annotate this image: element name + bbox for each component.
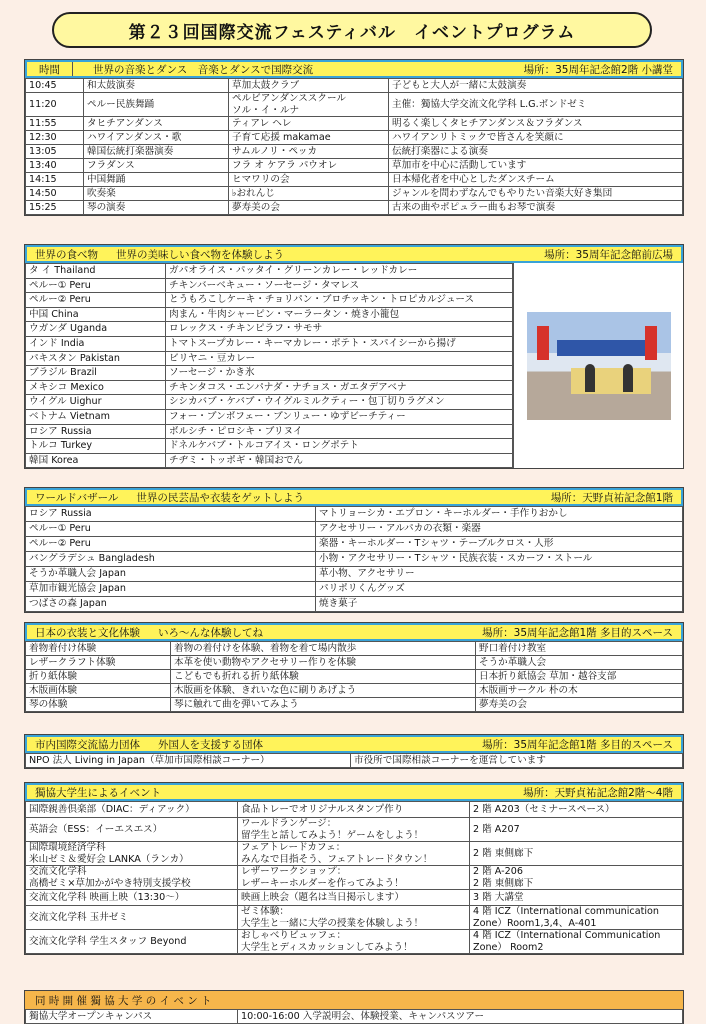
food-stall-photo bbox=[513, 263, 683, 468]
table-cell: ソーセージ・かき氷 bbox=[166, 366, 513, 381]
food-header bbox=[25, 245, 683, 263]
table-cell: 15:25 bbox=[26, 201, 84, 215]
table-row bbox=[26, 597, 683, 612]
table-row bbox=[26, 307, 513, 322]
table-cell: ♭おれんじ bbox=[229, 187, 389, 201]
bazaar-header bbox=[25, 488, 683, 506]
table-cell: 国際環境経済学科 米山ゼミ＆愛好会 LANKA（ランカ） bbox=[26, 842, 238, 866]
table-cell: 和太鼓演奏 bbox=[84, 79, 229, 93]
students-header bbox=[25, 783, 683, 801]
table-cell: 2 階 A207 bbox=[470, 818, 683, 842]
table-cell: とうもろこしケーキ・チョリパン・ブロチッキン・トロピカルジュース bbox=[166, 293, 513, 308]
table-cell: インド India bbox=[26, 336, 166, 351]
table-cell: 交流文化学科 高橋ゼミ×草加かがやき特別支援学校 bbox=[26, 866, 238, 890]
table-cell: 4 階 ICZ（International Communication Zone） Room2 bbox=[470, 930, 683, 954]
table-cell: 英語会（ESS：イーエスエス） bbox=[26, 818, 238, 842]
table-cell: トルコ Turkey bbox=[26, 439, 166, 454]
table-cell: 伝統打楽器による演奏 bbox=[389, 145, 683, 159]
table-row bbox=[26, 890, 683, 906]
food-place: 場所：35周年記念館前広場 bbox=[544, 248, 673, 261]
table-cell: トマトスープカレー・キーマカレー・ポテト・スパイシーから揚げ bbox=[166, 336, 513, 351]
support-place: 場所：35周年記念館1階 多目的スペース bbox=[482, 738, 673, 751]
table-cell: 木版画を体験、きれいな色に刷りあげよう bbox=[171, 684, 476, 698]
table-cell: フェアトレードカフェ： みんなで目指そう、フェアトレードタウン！ bbox=[238, 842, 470, 866]
table-cell: レザークラフト体験 bbox=[26, 656, 171, 670]
table-cell: パキスタン Pakistan bbox=[26, 351, 166, 366]
table-row bbox=[26, 336, 513, 351]
table-cell: こどもでも折れる折り紙体験 bbox=[171, 670, 476, 684]
table-cell: 国際親善倶楽部（DIAC：ディアック） bbox=[26, 802, 238, 818]
music-title: 世界の音楽とダンス 音楽とダンスで国際交流 bbox=[93, 63, 314, 76]
table-cell: 市役所で国際相談コーナーを運営しています bbox=[351, 754, 683, 768]
table-cell: 肉まん・牛肉シャーピン・マーラータン・焼き小籠包 bbox=[166, 307, 513, 322]
table-cell: ペルビアンダンススクール ソル・イ・ルナ bbox=[229, 93, 389, 117]
table-cell: 野口着付け教室 bbox=[476, 642, 683, 656]
table-row bbox=[26, 537, 683, 552]
table-cell: 主催：獨協大学交流文化学科 L.G.ボンドゼミ bbox=[389, 93, 683, 117]
table-cell: 交流文化学科 学生スタッフ Beyond bbox=[26, 930, 238, 954]
bazaar-title: ワールドバザール bbox=[35, 491, 119, 504]
table-cell: ペルー② Peru bbox=[26, 293, 166, 308]
support-title: 市内国際交流協力団体 bbox=[35, 738, 140, 751]
table-cell: チヂミ・トッポギ・韓国おでん bbox=[166, 453, 513, 468]
support-header bbox=[25, 735, 683, 753]
table-cell: 14:15 bbox=[26, 173, 84, 187]
table-cell: 子育て応援 makamae bbox=[229, 131, 389, 145]
table-cell: ベトナム Vietnam bbox=[26, 409, 166, 424]
bazaar-section bbox=[24, 487, 684, 613]
concurrent-table bbox=[25, 1009, 683, 1024]
table-row bbox=[26, 656, 683, 670]
table-cell: 12:30 bbox=[26, 131, 84, 145]
table-row bbox=[26, 507, 683, 522]
music-section bbox=[24, 59, 684, 216]
table-cell: ハワイアンダンス・歌 bbox=[84, 131, 229, 145]
table-cell: ペルー② Peru bbox=[26, 537, 316, 552]
table-cell: 4 階 ICZ（International communication Zone）Room1,3,4、A-401 bbox=[470, 906, 683, 930]
music-place: 場所：35周年記念館2階 小講堂 bbox=[523, 63, 673, 76]
food-section bbox=[24, 244, 684, 469]
table-row bbox=[26, 802, 683, 818]
table-cell: 13:40 bbox=[26, 159, 84, 173]
table-cell: ブラジル Brazil bbox=[26, 366, 166, 381]
bazaar-table bbox=[25, 506, 683, 612]
table-cell: 明るく楽しくタヒチアンダンス＆フラダンス bbox=[389, 117, 683, 131]
table-cell: 夢寿美の会 bbox=[229, 201, 389, 215]
table-row bbox=[26, 818, 683, 842]
table-cell: ロシア Russia bbox=[26, 424, 166, 439]
culture-header bbox=[25, 623, 683, 641]
table-cell: 子どもと大人が一緒に太鼓演奏 bbox=[389, 79, 683, 93]
table-cell: おしゃべりビュッフェ： 大学生とディスカッションしてみよう！ bbox=[238, 930, 470, 954]
table-cell: 着物着付け体験 bbox=[26, 642, 171, 656]
table-cell: マトリョーシカ・エプロン・キーホルダー・手作りおかし bbox=[316, 507, 683, 522]
table-row bbox=[26, 424, 513, 439]
table-row bbox=[26, 684, 683, 698]
table-cell: 食品トレーでオリジナルスタンプ作り bbox=[238, 802, 470, 818]
table-cell: 折り紙体験 bbox=[26, 670, 171, 684]
table-cell: フラダンス bbox=[84, 159, 229, 173]
table-cell: ペルー① Peru bbox=[26, 522, 316, 537]
table-cell: 13:05 bbox=[26, 145, 84, 159]
table-cell: 吹奏楽 bbox=[84, 187, 229, 201]
concurrent-title: 同 時 開 催 獨 協 大 学 の イ ベ ン ト bbox=[35, 994, 212, 1007]
culture-place: 場所：35周年記念館1階 多目的スペース bbox=[482, 626, 673, 639]
time-header: 時間 bbox=[27, 62, 73, 77]
table-row bbox=[26, 698, 683, 712]
table-cell: 本革を使い動物やアクセサリー作りを体験 bbox=[171, 656, 476, 670]
table-cell: ティアレ ヘレ bbox=[229, 117, 389, 131]
table-cell: 韓国伝統打楽器演奏 bbox=[84, 145, 229, 159]
table-row bbox=[26, 322, 513, 337]
concurrent-section bbox=[24, 990, 684, 1024]
table-cell: 古来の曲やポピュラー曲もお琴で演奏 bbox=[389, 201, 683, 215]
table-row bbox=[26, 567, 683, 582]
students-table bbox=[25, 801, 683, 954]
table-cell: ドネルケバブ・トルコアイス・ロングポテト bbox=[166, 439, 513, 454]
table-cell: アクセサリー・アルパカの衣類・楽器 bbox=[316, 522, 683, 537]
students-place: 場所：天野貞祐記念館2階～4階 bbox=[523, 786, 673, 799]
table-cell: チキンタコス・エンパナダ・ナチョス・ガエタデアベナ bbox=[166, 380, 513, 395]
table-row bbox=[26, 79, 683, 93]
table-cell: メキシコ Mexico bbox=[26, 380, 166, 395]
support-section bbox=[24, 734, 684, 769]
music-table bbox=[25, 78, 683, 215]
bazaar-place: 場所：天野貞祐記念館1階 bbox=[550, 491, 673, 504]
table-cell: ペルー① Peru bbox=[26, 278, 166, 293]
table-row bbox=[26, 201, 683, 215]
table-row bbox=[26, 670, 683, 684]
table-row bbox=[26, 117, 683, 131]
support-table bbox=[25, 753, 683, 768]
table-cell: ウイグル Uighur bbox=[26, 395, 166, 410]
table-row bbox=[26, 366, 513, 381]
table-cell: 11:20 bbox=[26, 93, 84, 117]
table-cell: ワールドランゲージ： 留学生と話してみよう！ゲームをしよう！ bbox=[238, 818, 470, 842]
table-cell: 2 階 A203（セミナースペース） bbox=[470, 802, 683, 818]
table-cell: フォー・ブンボフェー・ブンリュー・ゆずビーチティー bbox=[166, 409, 513, 424]
table-cell: ゼミ体験： 大学生と一緒に大学の授業を体験しよう！ bbox=[238, 906, 470, 930]
table-cell: 木版画体験 bbox=[26, 684, 171, 698]
concurrent-header bbox=[25, 991, 683, 1009]
table-row bbox=[26, 380, 513, 395]
table-cell: 10:45 bbox=[26, 79, 84, 93]
table-cell: 10:00-16:00 入学説明会、体験授業、キャンパスツアー bbox=[238, 1010, 683, 1024]
students-title: 獨協大学生によるイベント bbox=[35, 786, 161, 799]
table-cell: 琴に触れて曲を弾いてみよう bbox=[171, 698, 476, 712]
table-cell: 中国舞踊 bbox=[84, 173, 229, 187]
table-cell: そうか革職人会 Japan bbox=[26, 567, 316, 582]
table-cell: レザーワークショップ： レザーキーホルダーを作ってみよう！ bbox=[238, 866, 470, 890]
table-cell: 2 階 A-206 2 階 東側廊下 bbox=[470, 866, 683, 890]
table-row bbox=[26, 582, 683, 597]
table-cell: ペルー民族舞踊 bbox=[84, 93, 229, 117]
culture-title: 日本の衣装と文化体験 bbox=[35, 626, 140, 639]
table-row bbox=[26, 409, 513, 424]
table-cell: 2 階 東側廊下 bbox=[470, 842, 683, 866]
table-row bbox=[26, 642, 683, 656]
bazaar-subtitle: 世界の民芸品や衣装をゲットしよう bbox=[136, 491, 304, 504]
table-row bbox=[26, 453, 513, 468]
table-cell: 夢寿美の会 bbox=[476, 698, 683, 712]
table-row bbox=[26, 264, 513, 279]
table-row bbox=[26, 293, 513, 308]
table-row bbox=[26, 93, 683, 117]
table-cell: つばさの森 Japan bbox=[26, 597, 316, 612]
table-cell: 焼き菓子 bbox=[316, 597, 683, 612]
students-section bbox=[24, 782, 684, 955]
table-cell: 交流文化学科 玉井ゼミ bbox=[26, 906, 238, 930]
table-cell: 小物・アクセサリー・Tシャツ・民族衣装・スカーフ・ストール bbox=[316, 552, 683, 567]
table-cell: ロレックス・チキンピラフ・サモサ bbox=[166, 322, 513, 337]
table-row bbox=[26, 187, 683, 201]
table-row bbox=[26, 866, 683, 890]
food-subtitle: 世界の美味しい食べ物を体験しよう bbox=[116, 248, 284, 261]
culture-subtitle: いろ～んな体験してね bbox=[158, 626, 263, 639]
support-subtitle: 外国人を支援する団体 bbox=[158, 738, 263, 751]
table-cell: 日本帰化者を中心としたダンスチーム bbox=[389, 173, 683, 187]
table-cell: ビリヤニ・豆カレー bbox=[166, 351, 513, 366]
table-cell: 獨協大学オープンキャンパス bbox=[26, 1010, 238, 1024]
table-row bbox=[26, 906, 683, 930]
table-row bbox=[26, 145, 683, 159]
table-cell: 琴の演奏 bbox=[84, 201, 229, 215]
table-cell: 革小物、アクセサリー bbox=[316, 567, 683, 582]
table-cell: 着物の着付けを体験、着物を着て場内散歩 bbox=[171, 642, 476, 656]
food-title: 世界の食べ物 bbox=[35, 248, 98, 261]
table-cell: 日本折り紙協会 草加・越谷支部 bbox=[476, 670, 683, 684]
table-cell: ガパオライス・パッタイ・グリーンカレー・レッドカレー bbox=[166, 264, 513, 279]
table-row bbox=[26, 395, 513, 410]
table-cell: ウガンダ Uganda bbox=[26, 322, 166, 337]
page-title: 第２３回国際交流フェスティバル イベントプログラム bbox=[52, 12, 652, 48]
table-row bbox=[26, 173, 683, 187]
table-row bbox=[26, 439, 513, 454]
culture-section bbox=[24, 622, 684, 713]
table-cell: 3 階 大講堂 bbox=[470, 890, 683, 906]
table-row bbox=[26, 522, 683, 537]
table-row bbox=[26, 1010, 683, 1024]
table-row bbox=[26, 552, 683, 567]
table-row bbox=[26, 159, 683, 173]
table-cell: 11:55 bbox=[26, 117, 84, 131]
table-cell: タ イ Thailand bbox=[26, 264, 166, 279]
table-cell: タヒチアンダンス bbox=[84, 117, 229, 131]
table-cell: 14:50 bbox=[26, 187, 84, 201]
table-cell: シシカバブ・ケバブ・ウイグルミルクティー・包丁切りラグメン bbox=[166, 395, 513, 410]
table-cell: バングラデシュ Bangladesh bbox=[26, 552, 316, 567]
table-row bbox=[26, 754, 683, 768]
music-header bbox=[25, 60, 683, 78]
table-cell: パリポリくんグッズ bbox=[316, 582, 683, 597]
table-row bbox=[26, 131, 683, 145]
table-cell: ジャンルを問わずなんでもやりたい音楽大好き集団 bbox=[389, 187, 683, 201]
table-cell: サムルノリ・ペッカ bbox=[229, 145, 389, 159]
table-row bbox=[26, 842, 683, 866]
table-cell: 琴の体験 bbox=[26, 698, 171, 712]
culture-table bbox=[25, 641, 683, 712]
table-cell: 楽器・キーホルダー・Tシャツ・テーブルクロス・人形 bbox=[316, 537, 683, 552]
table-cell: ヒマワリの会 bbox=[229, 173, 389, 187]
table-cell: 韓国 Korea bbox=[26, 453, 166, 468]
table-row bbox=[26, 278, 513, 293]
table-cell: 木版画サークル 朴の木 bbox=[476, 684, 683, 698]
table-cell: 交流文化学科 映画上映（13:30～） bbox=[26, 890, 238, 906]
table-cell: NPO 法人 Living in Japan（草加市国際相談コーナー） bbox=[26, 754, 351, 768]
table-cell: 中国 China bbox=[26, 307, 166, 322]
food-table bbox=[25, 263, 513, 468]
table-cell: フラ オ ケアラ パウオレ bbox=[229, 159, 389, 173]
table-row bbox=[26, 930, 683, 954]
table-cell: チキンバーベキュー・ソーセージ・タマレス bbox=[166, 278, 513, 293]
table-cell: ボルシチ・ピロシキ・ブリヌイ bbox=[166, 424, 513, 439]
table-cell: ロシア Russia bbox=[26, 507, 316, 522]
table-row bbox=[26, 351, 513, 366]
table-cell: そうか革職人会 bbox=[476, 656, 683, 670]
table-cell: 映画上映会（題名は当日掲示します） bbox=[238, 890, 470, 906]
table-cell: 草加太鼓クラブ bbox=[229, 79, 389, 93]
table-cell: 草加市観光協会 Japan bbox=[26, 582, 316, 597]
table-cell: 草加市を中心に活動しています bbox=[389, 159, 683, 173]
table-cell: ハワイアンリトミックで皆さんを笑顔に bbox=[389, 131, 683, 145]
